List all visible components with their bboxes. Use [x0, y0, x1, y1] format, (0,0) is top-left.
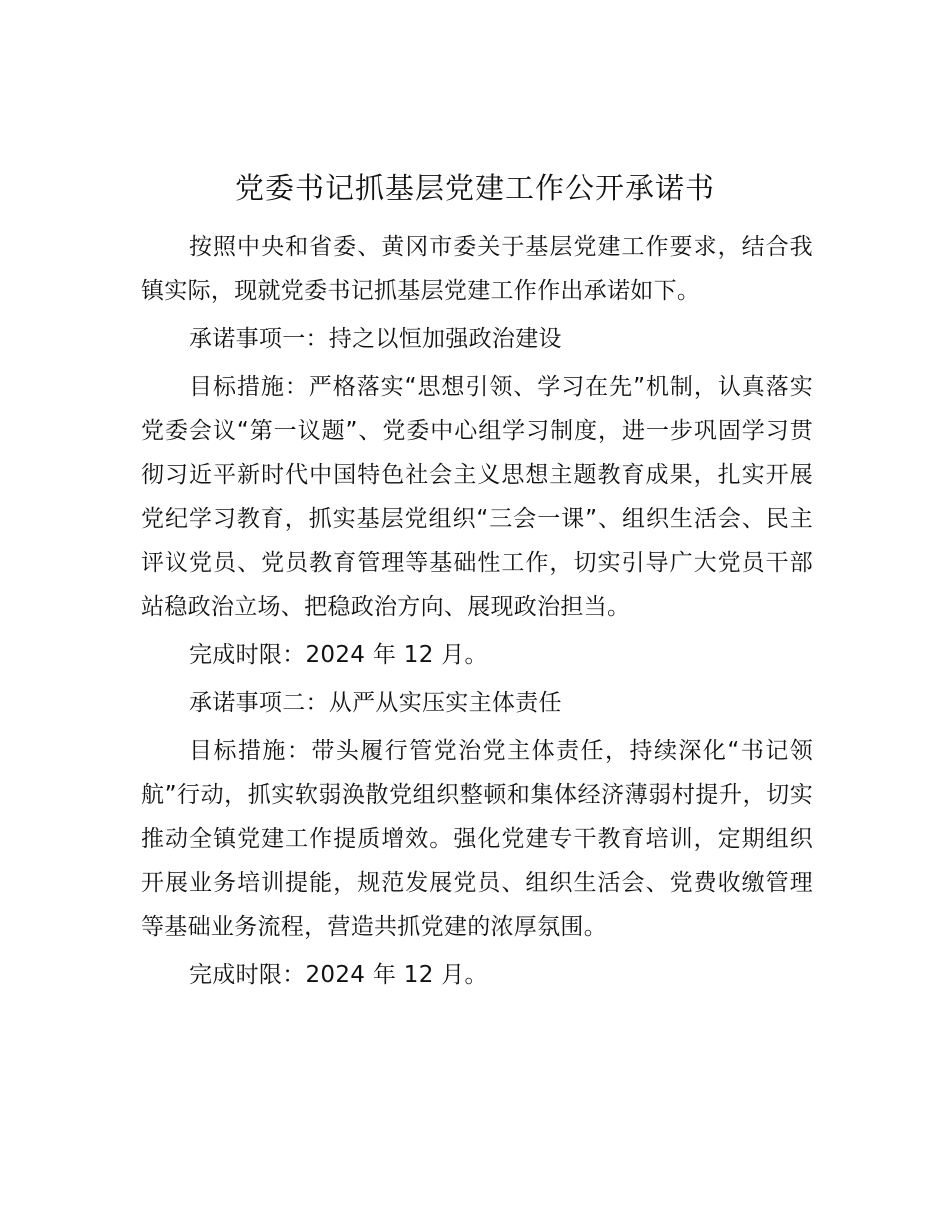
commitment-1-deadline: 完成时限：2024 年 12 月。 — [189, 642, 488, 668]
intro-paragraph: 按照中央和省委、黄冈市委关于基层党建工作要求，结合我镇实际，现就党委书记抓基层党建工作作出承诺如下。 — [141, 234, 813, 304]
commitment-2-heading: 承诺事项二：从严从实压实主体责任 — [189, 690, 562, 716]
commitment-1-heading: 承诺事项一：持之以恒加强政治建设 — [189, 326, 562, 352]
commitment-2-measures: 目标措施：带头履行管党治党主体责任，持续深化“书记领航”行动，抓实软弱涣散党组织整顿和集体经济薄弱村提升，切实推动全镇党建工作提质增效。强化党建专干教育培训，定期组织开展业务培训提能，规范发展党员、组织生活会、党费收缴管理等基础业务流程，营造共抓党建的浓厚氛围。 — [141, 738, 813, 940]
commitment-2-deadline: 完成时限：2024 年 12 月。 — [189, 962, 488, 988]
document-title: 党委书记抓基层党建工作公开承诺书 — [234, 171, 715, 205]
document-body — [141, 225, 813, 997]
commitment-1-measures: 目标措施：严格落实“思想引领、学习在先”机制，认真落实党委会议“第一议题”、党委中心组学习制度，进一步巩固学习贯彻习近平新时代中国特色社会主义思想主题教育成果，扎实开展党纪学习教育，抓实基层党组织“三会一课”、组织生活会、民主评议党员、党员教育管理等基础性工作，切实引导广大党员干部站稳政治立场、把稳政治方向、展现政治担当。 — [141, 374, 813, 620]
